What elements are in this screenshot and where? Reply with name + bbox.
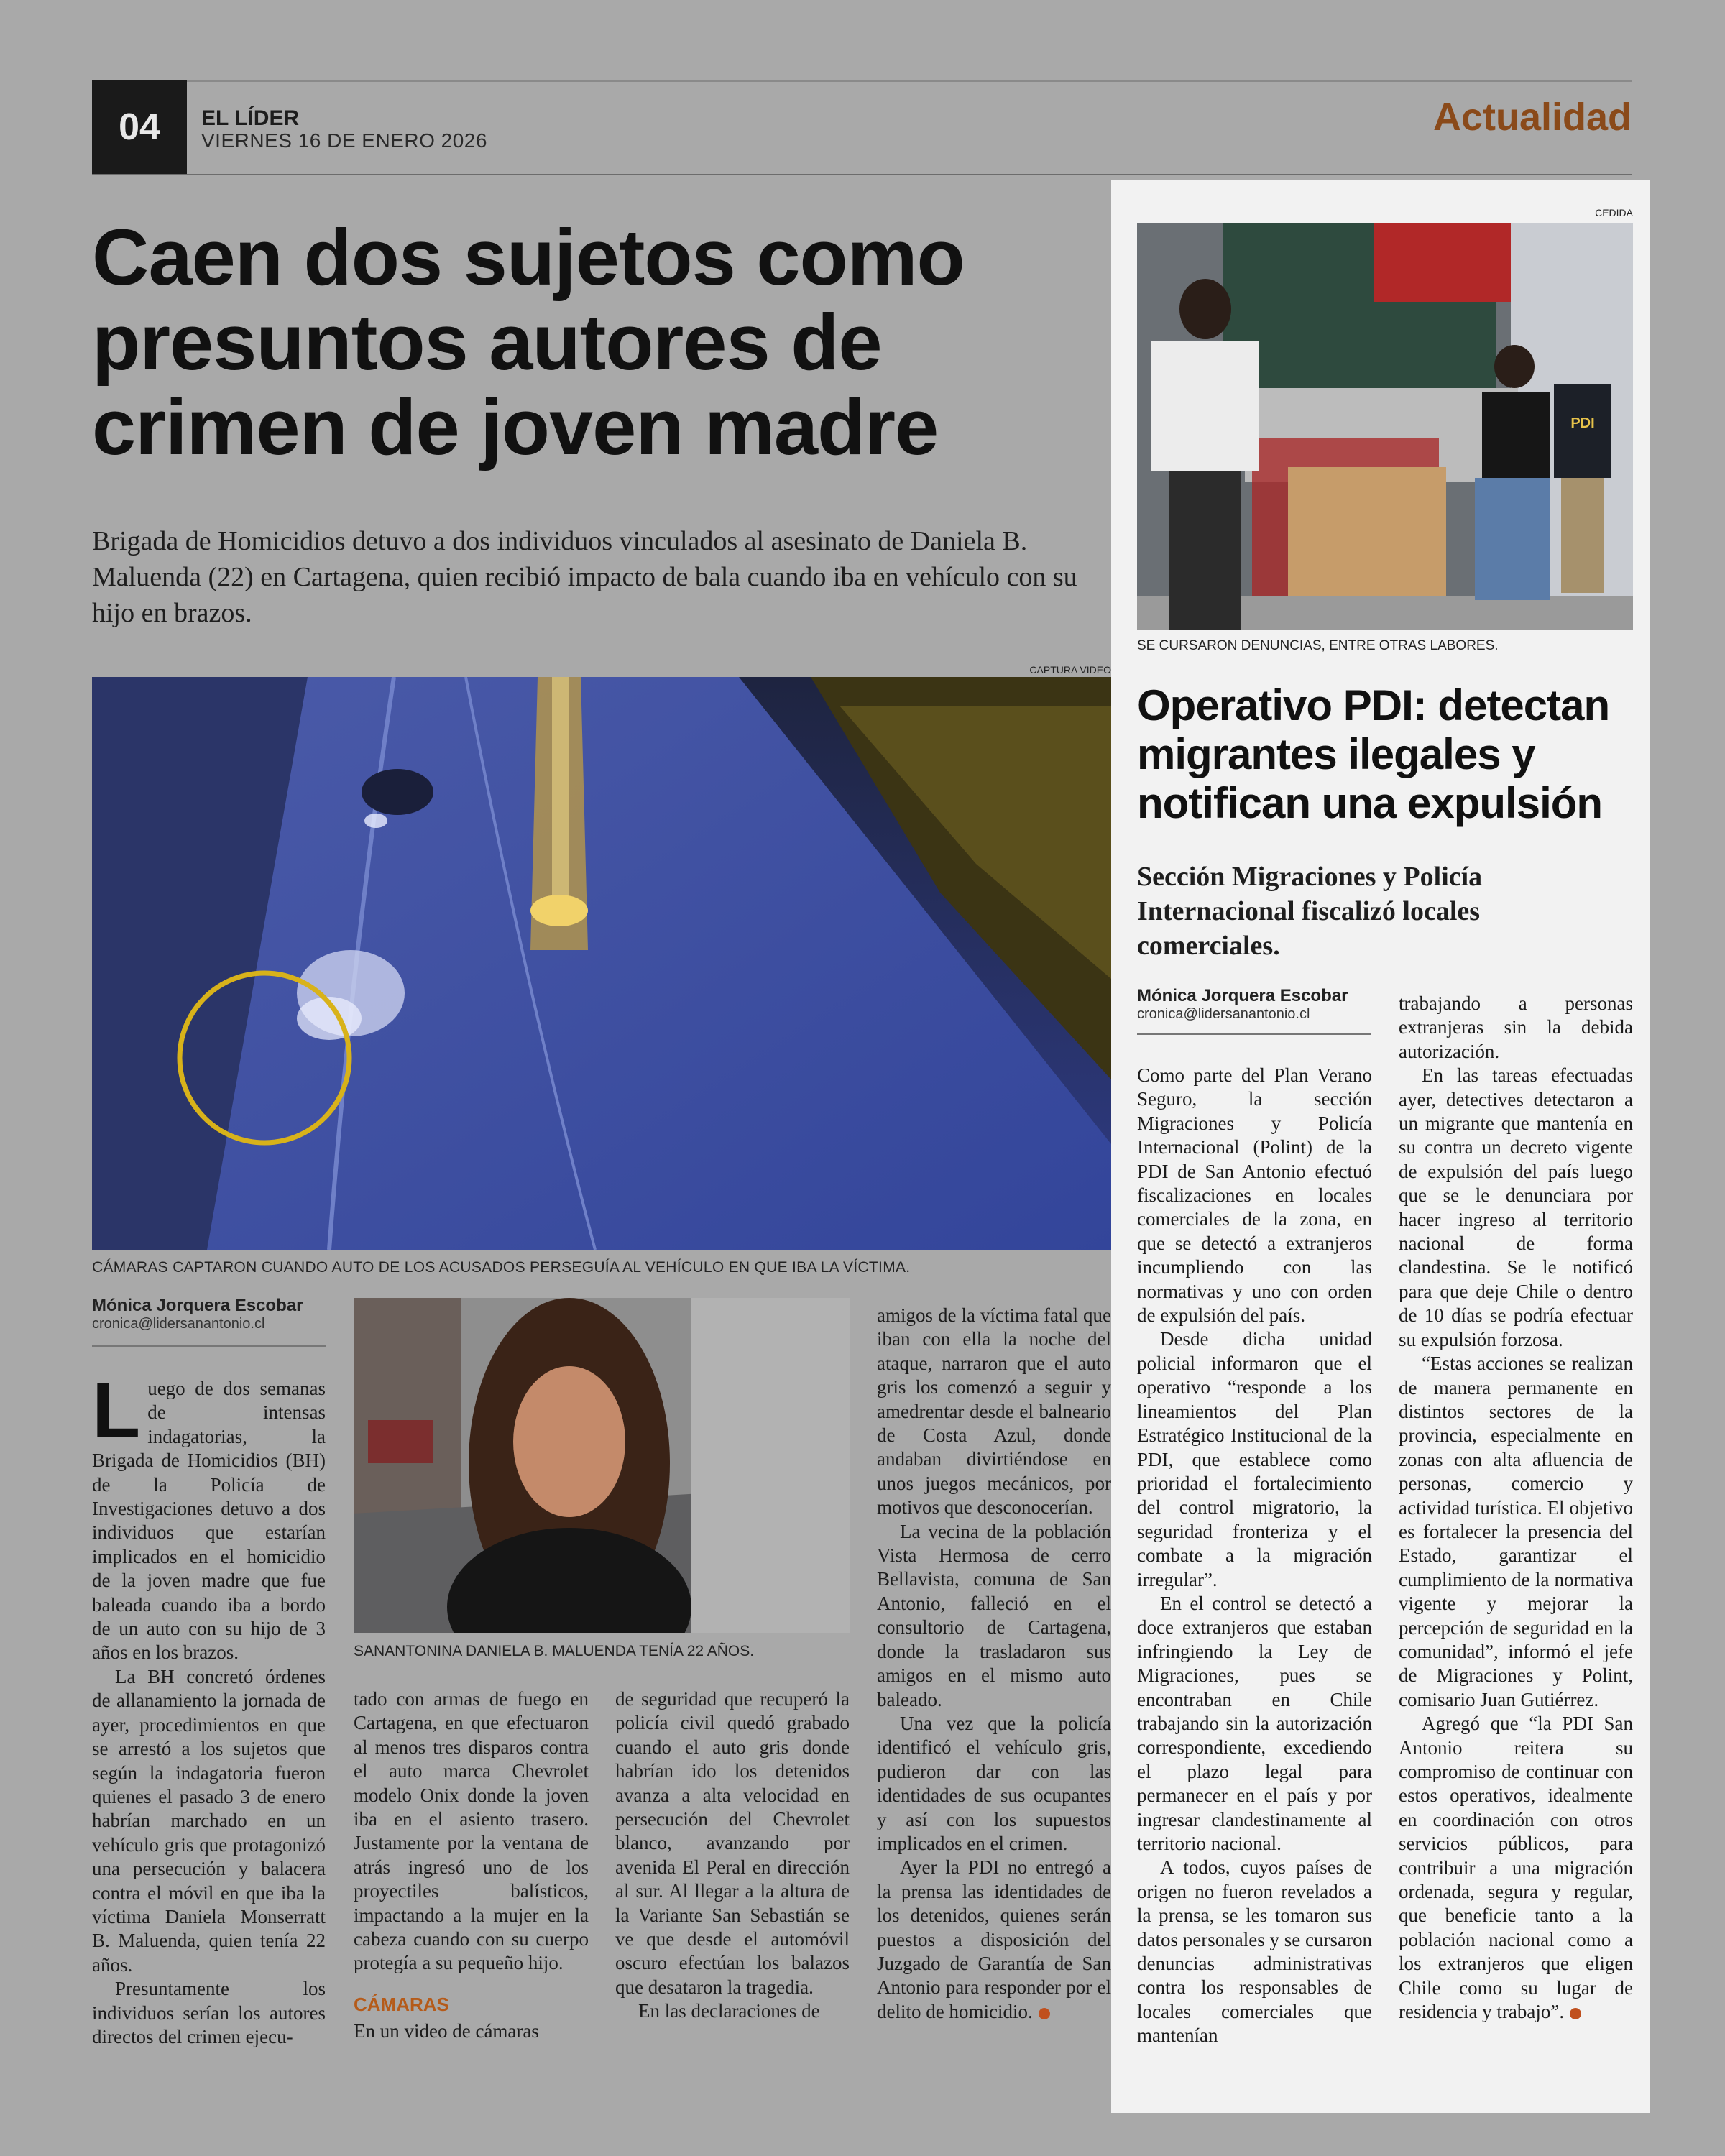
header-rule [92,174,1632,175]
main-column-2 [354,1687,589,2044]
sidebar-headline: Operativo PDI: detectan migrantes ilegales y notifican una expulsión [1137,681,1610,827]
paragraph: Una vez que la policía identificó el vehículo gris, pudieron dar con las identidades de sus ocupantes y así con los supuestos implicados en el crimen. [877,1712,1111,1854]
main-column-3 [615,1687,850,2024]
main-photo-caption: CÁMARAS CAPTARON CUANDO AUTO DE LOS ACUSADOS PERSEGUÍA AL VEHÍCULO EN QUE IBA LA VÍCTIMA. [92,1259,911,1276]
paragraph [877,1856,1111,2024]
main-photo-credit: CAPTURA VIDEO [1029,664,1111,676]
byline-email: cronica@lidersanantonio.cl [1137,1006,1310,1022]
paragraph: tado con armas de fuego en Cartagena, en que efectuaron al menos tres disparos contra el auto marca Chevrolet modelo Onix donde la joven iba en el asiento trasero. Justamente por la ventana de atrás ingresó uno de los proyectiles balísticos, impactando a la mujer en la cabeza cuando con su cuerpo protegía a su pequeño hijo. [354,1688,589,1974]
paragraph: En un video de cámaras [354,2020,539,2042]
byline-rule [1137,1033,1371,1035]
paragraph-text: Ayer la PDI no entregó a la prensa las identidades de los detenidos, quienes serán puestos a disposición del Juzgado de Garantía de San Antonio para responder por el delito de homicidio. [877,1856,1111,2022]
paragraph [1399,1712,1633,2024]
section-title: Actualidad [1432,96,1632,139]
paragraph: Como parte del Plan Verano Seguro, la sección Migraciones y Policía Internacional (Polint) de la PDI de San Antonio efectuó fiscalizaciones en locales comerciales de la zona, en que se detectó a extranjeros incumpliendo con las normativas y uno con orden de expulsión del país. [1137,1064,1372,1327]
paragraph: Desde dicha unidad policial informaron que el operativo “responde a los lineamientos del Plan Estratégico Institucional de la PDI, que establece como prioridad el fortalecimiento del control migratorio, la seguridad fronteriza y el combate a la migración irregular”. [1137,1328,1372,1590]
main-column-1 [92,1366,326,2049]
sidebar-column-2 [1399,992,1633,2024]
sidebar-photo-credit: CEDIDA [1595,207,1633,218]
pdi-vest-label: PDI [1570,415,1595,431]
portrait-caption: SANANTONINA DANIELA B. MALUENDA TENÍA 22 AÑOS. [354,1643,755,1659]
byline-email: cronica@lidersanantonio.cl [92,1316,265,1332]
paragraph: En las tareas efectuadas ayer, detectives detectaron a un migrante que mantenía en su contra un decreto vigente de expulsión del país luego que se le denunciara por hacer ingreso al territorio nacional de forma clandestina. Se le notificó para que deje Chile o dentro de 10 días se podría efectuar su expulsión forzosa. [1399,1064,1633,1350]
byline-name: Mónica Jorquera Escobar [1137,986,1348,1005]
victim-portrait-photo [354,1298,850,1633]
paragraph: trabajando a personas extranjeras sin la debida autorización. [1399,992,1633,1062]
byline-name: Mónica Jorquera Escobar [92,1296,303,1315]
sidebar-column-1 [1137,1064,1372,2048]
paragraph: uego de dos semanas de intensas indagatorias, la Brigada de Homicidios (BH) de la Policía de Investigaciones detuvo a dos individuos que estarían implicados en el homicidio de la joven madre que fue baleada cuando iba a bordo de un auto con su hijo de 3 años en los brazos. [92,1378,326,1664]
paragraph-text: Agregó que “la PDI San Antonio reitera su compromiso de continuar con estos operativos, idealmente en coordinación con otros servicios públicos, para contribuir a una migración ordenada, segura y regular, que beneficie tanto a la población nacional como a los extranjeros que eligen Chile como su lugar de residencia y trabajo”. [1399,1713,1633,2023]
end-mark-icon [1039,2008,1050,2019]
paragraph: amigos de la víctima fatal que iban con ella la noche del ataque, narraron que el auto gris los comenzó a seguir y amedrentar desde el balneario de Costa Azul, donde andaban divirtiéndose en unos juegos mecánicos, por motivos que desconocerían. [877,1304,1111,1519]
main-headline: Caen dos sujetos como presuntos autores de crimen de joven madre [92,213,965,471]
paragraph: A todos, cuyos países de origen no fueron revelados a la prensa, se les tomaron sus datos personales y se cursaron denuncias administrativas contra los responsables de locales comerciales que mantenían [1137,1856,1372,2047]
main-photo-road-camera [92,677,1111,1250]
paragraph: La vecina de la población Vista Hermosa de cerro Bellavista, comuna de San Antonio, falleció en el consultorio de Cartagena, donde la trasladaron sus amigos en el mismo auto baleado. [877,1520,1111,1710]
paragraph: En las declaraciones de [638,2000,820,2022]
top-rule [92,80,1632,82]
paper-name: EL LÍDER [201,106,300,130]
paragraph: Presuntamente los individuos serían los autores directos del crimen ejecu- [92,1978,326,2047]
sidebar-deck: Sección Migraciones y Policía Internacional fiscalizó locales comerciales. [1137,862,1483,961]
paragraph: de seguridad que recuperó la policía civil quedó grabado cuando el auto gris donde habrían ido los detenidos avanza a alta velocidad en persecución del Chevrolet blanco, avanzando por avenida El Peral en dirección al sur. Al llegar a la altura de la Variante San Sebastián se ve que desde el automóvil oscuro efectúan los balazos que desataron la tragedia. [615,1688,850,1998]
sidebar-photo-caption: SE CURSARON DENUNCIAS, ENTRE OTRAS LABORES. [1137,638,1499,653]
paragraph: La BH concretó órdenes de allanamiento la jornada de ayer, procedimientos en que se arrestó a los sujetos que según la indagatoria fueron quienes el pasado 3 de enero habrían marchado en un vehículo gris que protagonizó una persecución y balacera contra el móvil en que iba la víctima Daniela Monserratt B. Maluenda, quien tenía 22 años. [92,1665,326,1976]
sidebar-photo-store [1137,223,1633,630]
end-mark-icon [1570,2008,1581,2019]
main-byline [92,1296,303,1332]
dropcap: L [92,1366,141,1455]
sidebar-byline [1137,986,1348,1023]
main-deck: Brigada de Homicidios detuvo a dos individuos vinculados al asesinato de Daniela B. Maluenda (22) en Cartagena, quien recibió impacto de bala cuando iba en vehículo con su hijo en brazos. [92,526,1077,628]
main-column-4 [877,1304,1111,2024]
byline-rule [92,1345,326,1347]
issue-date: VIERNES 16 DE ENERO 2026 [201,129,487,152]
subhead: CÁMARAS [354,1993,449,2015]
paragraph: En el control se detectó a doce extranjeros que estaban infringiendo la Ley de Migraciones, pues se encontraban en Chile trabajando sin la autorización correspondiente, excediendo el plazo legal para permanecer en el país y por ingresar clandestinamente al territorio nacional. [1137,1592,1372,1854]
paragraph: “Estas acciones se realizan de manera permanente en distintos sectores de la provincia, especialmente en zonas con alta afluencia de personas, comercio y actividad turística. El objetivo es fortalecer la presencia del Estado, garantizar el cumplimiento de la normativa vigente y mejorar la percepción de seguridad en la comunidad”, informó el jefe de Migraciones y Polint, comisario Juan Gutiérrez. [1399,1353,1633,1710]
page-number: 04 [92,80,187,174]
